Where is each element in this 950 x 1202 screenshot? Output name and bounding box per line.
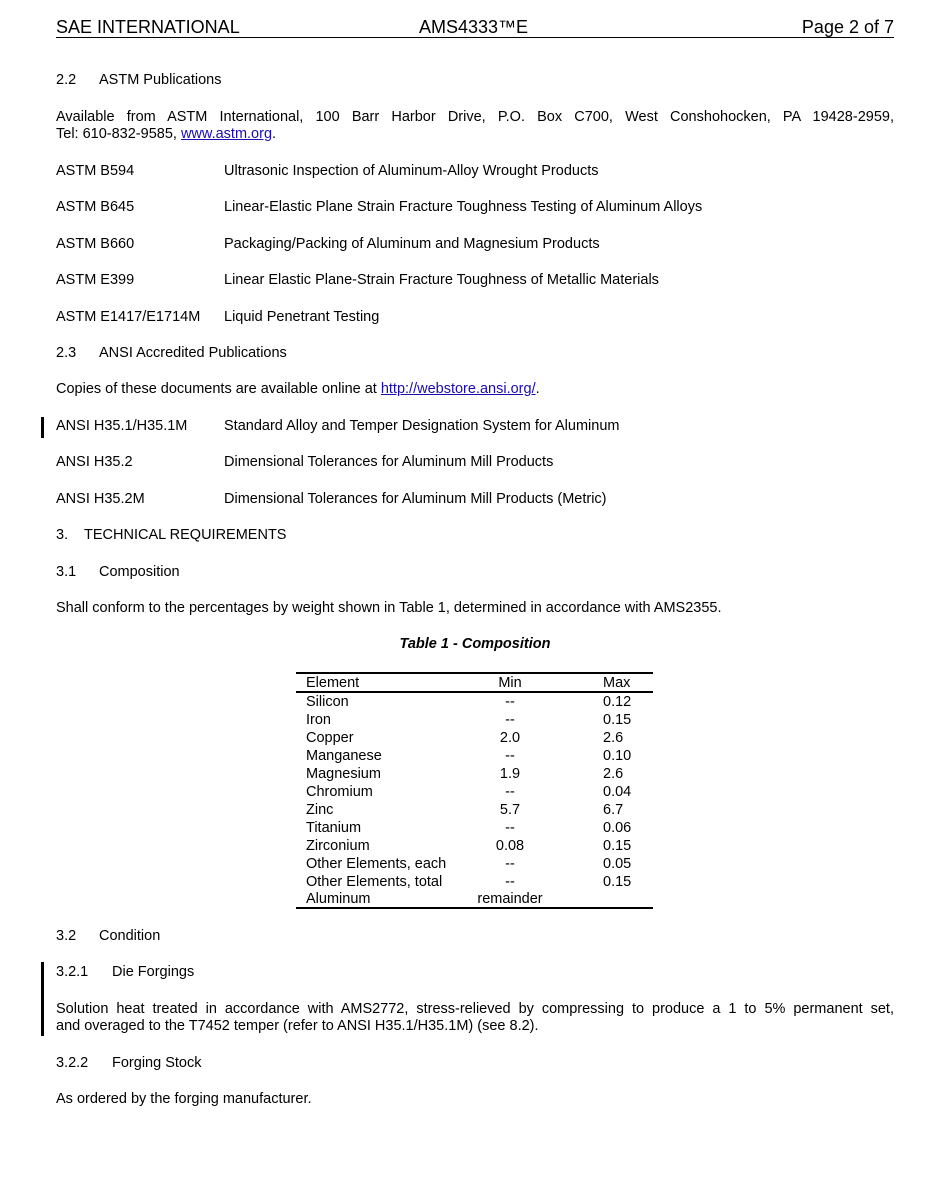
table-cell-min: 5.7: [499, 802, 521, 818]
forging-stock-text: As ordered by the forging manufacturer.: [56, 1091, 312, 1107]
astm-period: .: [272, 126, 277, 142]
table-cell-element: Manganese: [306, 748, 382, 764]
ref-code: ASTM B660: [56, 236, 135, 252]
table-bottom-rule: [296, 907, 653, 909]
header-doc-number: AMS4333™E: [419, 17, 529, 37]
astm-availability-line1: Available from ASTM International, 100 Barr Harbor Drive, P.O. Box C700, West Conshohocken, PA 19428-2959,: [56, 109, 894, 125]
table-caption: Table 1 - Composition: [399, 636, 551, 652]
table-cell-min: 0.08: [495, 838, 525, 854]
ref-title: Ultrasonic Inspection of Aluminum-Alloy Wrought Products: [224, 163, 599, 179]
table-cell-max: 0.15: [603, 838, 632, 854]
die-forgings-text-line2: and overaged to the T7452 temper (refer to ANSI H35.1/H35.1M) (see 8.2).: [56, 1018, 539, 1034]
astm-tel: Tel: 610-832-9585,: [56, 126, 181, 142]
table-cell-min: --: [505, 820, 515, 836]
table-cell-min: 1.9: [499, 766, 521, 782]
table-header-min: Min: [498, 675, 522, 691]
ref-title: Liquid Penetrant Testing: [224, 309, 380, 325]
ref-title: Dimensional Tolerances for Aluminum Mill Products: [224, 454, 554, 470]
table-header-element: Element: [306, 675, 360, 691]
table-cell-min: --: [505, 712, 515, 728]
table-cell-element: Iron: [306, 712, 331, 728]
section-3-1-title: Composition: [99, 564, 180, 580]
change-bar: [41, 962, 44, 1036]
section-2-2-number: 2.2: [56, 72, 77, 88]
table-cell-max: 6.7: [603, 802, 624, 818]
section-3-number: 3.: [56, 527, 69, 543]
header-page-number: Page 2 of 7: [801, 17, 894, 37]
table-cell-max: 0.04: [603, 784, 632, 800]
table-cell-element: Other Elements, total: [306, 874, 443, 890]
table-cell-min: --: [505, 748, 515, 764]
header-org: SAE INTERNATIONAL: [56, 17, 240, 37]
table-cell-min: 2.0: [499, 730, 521, 746]
table-cell-element: Aluminum: [306, 891, 371, 907]
section-2-3-title: ANSI Accredited Publications: [99, 345, 287, 361]
ref-title: Linear-Elastic Plane Strain Fracture Toughness Testing of Aluminum Alloys: [224, 199, 703, 215]
ref-code: ASTM B645: [56, 199, 135, 215]
table-cell-max: 2.6: [603, 766, 624, 782]
table-cell-element: Chromium: [306, 784, 373, 800]
die-forgings-text-line1: Solution heat treated in accordance with AMS2772, stress-relieved by compressing to produce a 1 to 5% permanent set,: [56, 1001, 894, 1017]
ref-title: Linear Elastic Plane-Strain Fracture Toughness of Metallic Materials: [224, 272, 659, 288]
table-cell-max: 2.6: [603, 730, 624, 746]
composition-text: Shall conform to the percentages by weight shown in Table 1, determined in accordance with AMS2355.: [56, 600, 722, 616]
ref-title: Dimensional Tolerances for Aluminum Mill Products (Metric): [224, 491, 607, 507]
ansi-link[interactable]: http://webstore.ansi.org/: [380, 381, 536, 397]
ansi-period: .: [535, 381, 540, 397]
table-cell-element: Zinc: [306, 802, 334, 818]
section-2-2-title: ASTM Publications: [99, 72, 222, 88]
section-2-3-number: 2.3: [56, 345, 77, 361]
ref-code: ASTM E399: [56, 272, 135, 288]
section-3-1-number: 3.1: [56, 564, 77, 580]
header-rule: [56, 37, 894, 38]
table-cell-min: --: [505, 694, 515, 710]
table-cell-element: Other Elements, each: [306, 856, 447, 872]
table-cell-min: --: [505, 784, 515, 800]
section-3-2-2-number: 3.2.2: [56, 1055, 89, 1071]
table-cell-min: remainder: [477, 891, 543, 907]
section-3-2-1-number: 3.2.1: [56, 964, 89, 980]
section-3-2-1-title: Die Forgings: [112, 964, 195, 980]
change-bar: [41, 417, 44, 438]
section-3-2-number: 3.2: [56, 928, 77, 944]
table-cell-max: 0.10: [603, 748, 632, 764]
section-3-title: TECHNICAL REQUIREMENTS: [84, 527, 287, 543]
section-3-2-title: Condition: [99, 928, 161, 944]
ref-title: Standard Alloy and Temper Designation System for Aluminum: [224, 418, 620, 434]
astm-link[interactable]: www.astm.org: [180, 126, 273, 142]
table-cell-element: Magnesium: [306, 766, 381, 782]
table-cell-min: --: [505, 874, 515, 890]
ref-title: Packaging/Packing of Aluminum and Magnesium Products: [224, 236, 600, 252]
table-cell-max: 0.15: [603, 874, 632, 890]
ref-code: ASTM E1417/E1714M: [56, 309, 201, 325]
table-cell-max: 0.12: [603, 694, 632, 710]
ansi-availability: [56, 381, 540, 397]
astm-availability-line2: [56, 126, 276, 142]
table-cell-element: Zirconium: [306, 838, 370, 854]
table-cell-element: Copper: [306, 730, 354, 746]
ref-code: ASTM B594: [56, 163, 135, 179]
ref-code: ANSI H35.1/H35.1M: [56, 418, 188, 434]
table-header-max: Max: [603, 675, 631, 691]
table-cell-max: 0.15: [603, 712, 632, 728]
table-cell-element: Titanium: [306, 820, 362, 836]
table-cell-min: --: [505, 856, 515, 872]
ref-code: ANSI H35.2M: [56, 491, 145, 507]
table-cell-max: 0.06: [603, 820, 632, 836]
section-3-2-2-title: Forging Stock: [112, 1055, 202, 1071]
table-cell-element: Silicon: [306, 694, 349, 710]
table-cell-max: 0.05: [603, 856, 632, 872]
ansi-avail-text: Copies of these documents are available online at: [56, 381, 381, 397]
ref-code: ANSI H35.2: [56, 454, 133, 470]
